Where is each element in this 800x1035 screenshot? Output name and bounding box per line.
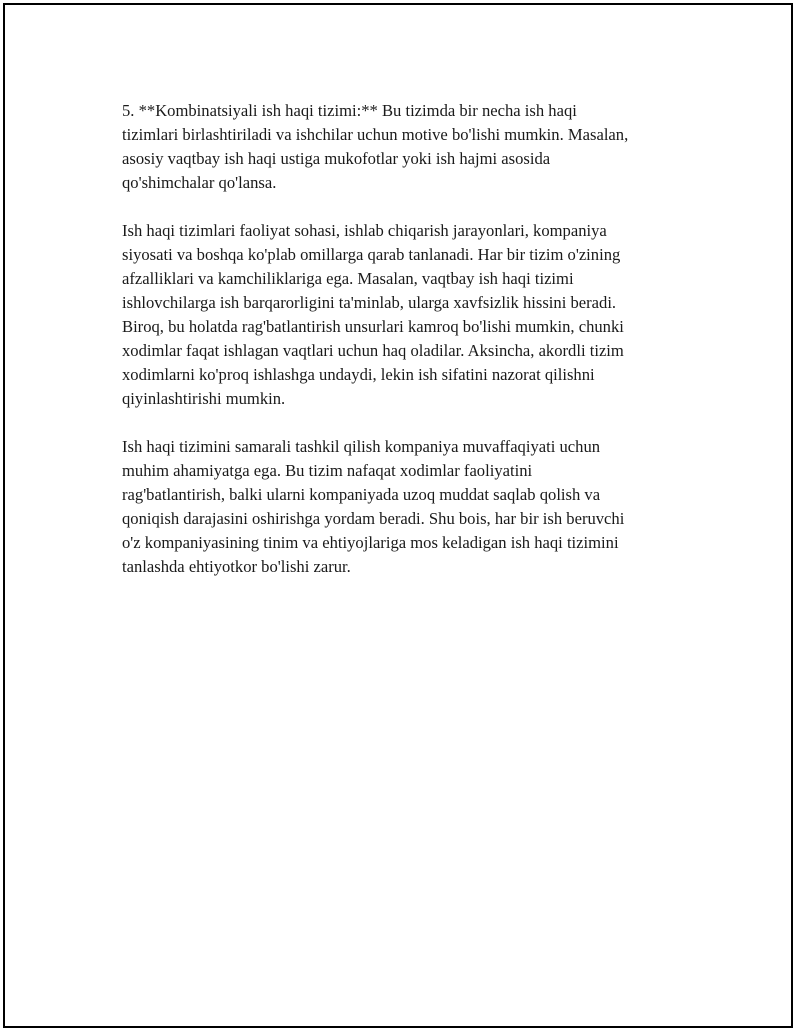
page-frame <box>3 3 793 1028</box>
text-line: tizimlari birlashtiriladi va ishchilar uchun motive bo'lishi mumkin. Masalan, <box>122 125 629 144</box>
text-line: 5. **Kombinatsiyali ish haqi tizimi:** Bu tizimda bir necha ish haqi <box>122 101 577 120</box>
document-body <box>122 99 702 603</box>
text-line: Ish haqi tizimlari faoliyat sohasi, ishlab chiqarish jarayonlari, kompaniya <box>122 221 607 240</box>
text-line: tanlashda ehtiyotkor bo'lishi zarur. <box>122 557 351 576</box>
text-line: qoniqish darajasini oshirishga yordam beradi. Shu bois, har bir ish beruvchi <box>122 509 625 528</box>
text-line: qo'shimchalar qo'lansa. <box>122 173 277 192</box>
text-line: rag'batlantirish, balki ularni kompaniyada uzoq muddat saqlab qolish va <box>122 485 601 504</box>
paragraph-wage-system-choice <box>122 219 702 411</box>
text-line: qiyinlashtirishi mumkin. <box>122 389 286 408</box>
text-line: Biroq, bu holatda rag'batlantirish unsurlari kamroq bo'lishi mumkin, chunki <box>122 317 624 336</box>
text-line: afzalliklari va kamchiliklariga ega. Masalan, vaqtbay ish haqi tizimi <box>122 269 574 288</box>
text-line: xodimlarni ko'proq ishlashga undaydi, lekin ish sifatini nazorat qilishni <box>122 365 595 384</box>
paragraph-conclusion <box>122 435 702 579</box>
text-line: siyosati va boshqa ko'plab omillarga qarab tanlanadi. Har bir tizim o'zining <box>122 245 621 264</box>
text-line: muhim ahamiyatga ega. Bu tizim nafaqat xodimlar faoliyatini <box>122 461 533 480</box>
text-line: asosiy vaqtbay ish haqi ustiga mukofotlar yoki ish hajmi asosida <box>122 149 551 168</box>
text-line: ishlovchilarga ish barqarorligini ta'minlab, ularga xavfsizlik hissini beradi. <box>122 293 617 312</box>
text-line: Ish haqi tizimini samarali tashkil qilish kompaniya muvaffaqiyati uchun <box>122 437 601 456</box>
text-line: xodimlar faqat ishlagan vaqtlari uchun haq oladilar. Aksincha, akordli tizim <box>122 341 624 360</box>
paragraph-combined-wage-system <box>122 99 702 195</box>
text-line: o'z kompaniyasining tinim va ehtiyojlariga mos keladigan ish haqi tizimini <box>122 533 619 552</box>
